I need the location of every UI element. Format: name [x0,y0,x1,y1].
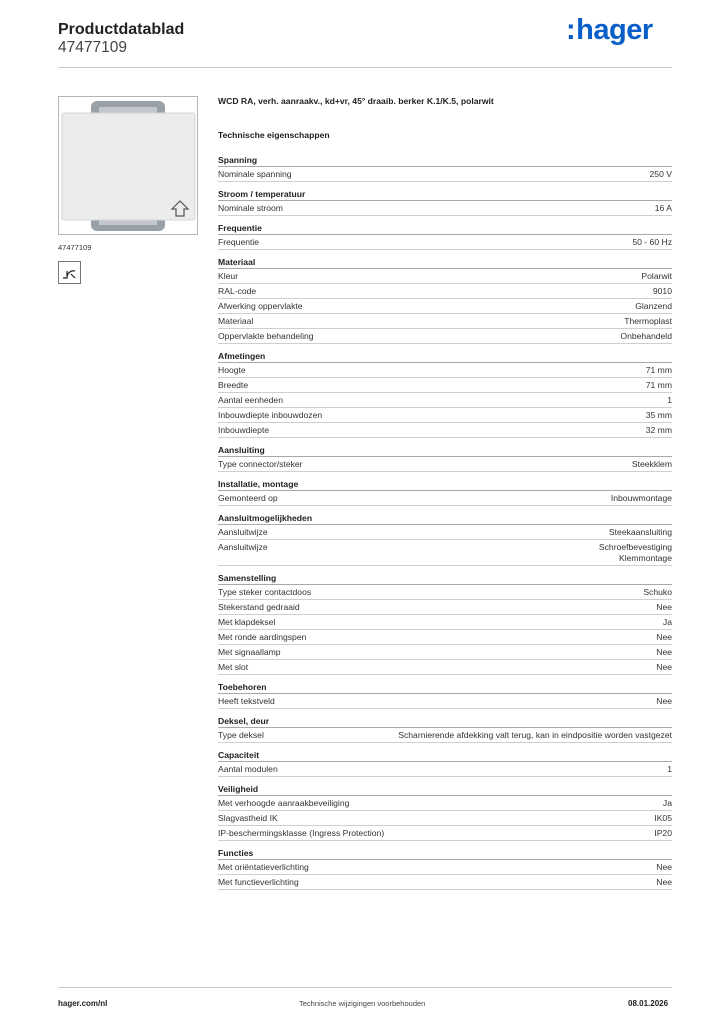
footer-divider [58,987,672,988]
spec-row [218,235,672,250]
spec-row [218,811,672,826]
spec-section [218,188,672,216]
spec-row [218,299,672,314]
spec-value: Onbehandeld [620,331,672,341]
spec-value: 71 mm [645,380,672,390]
spec-label: Kleur [218,271,239,281]
spec-row [218,284,672,299]
spec-label: Met verhoogde aanraakbeveiliging [218,797,350,808]
spec-label: Nominale stroom [218,203,283,213]
spec-row [218,457,672,472]
spec-label: Type deksel [218,729,264,740]
spec-section [218,681,672,709]
spec-value: IK05 [654,812,672,823]
spec-row [218,408,672,423]
spec-value: Nee [656,861,672,872]
spec-row [218,796,672,811]
spec-value: 1 [667,395,672,405]
spec-value: Polarwit [641,271,672,281]
spec-value: Schroefbevestiging Klemmontage [598,542,672,563]
spec-label: Inbouwdiepte [218,425,270,435]
spec-section [218,783,672,841]
spec-label: Aansluitwijze [218,542,268,552]
product-image [58,96,198,235]
spec-section-title: Afmetingen [218,350,672,363]
spec-label: Afwerking oppervlakte [218,301,303,311]
spec-label: Oppervlakte behandeling [218,331,314,341]
spec-label: Gemonteerd op [218,493,278,503]
spec-label: Type steker contactdoos [218,586,312,597]
spec-row [218,826,672,841]
spec-row [218,167,672,182]
spec-section [218,222,672,250]
spec-value: 16 A [654,203,672,213]
spec-row [218,201,672,216]
spec-value: Scharnierende afdekking valt terug, kan in eindpositie worden vastgezet [398,729,672,740]
spec-row [218,860,672,875]
spec-section [218,444,672,472]
spec-value: Nee [656,876,672,887]
spec-value: 50 - 60 Hz [632,237,672,247]
spec-label: Met signaallamp [218,646,281,657]
product-code: 47477109 [58,39,127,56]
spec-row [218,423,672,438]
spec-value: Nee [656,695,672,706]
product-description: WCD RA, verh. aanraakv., kd+vr, 45° draaib. berker K.1/K.5, polarwit [218,96,494,106]
spec-section [218,715,672,743]
spec-section-title: Samenstelling [218,572,672,585]
spec-section [218,154,672,182]
page-title: Productdatablad [58,21,185,38]
spec-label: Aantal modulen [218,763,278,774]
spec-row [218,762,672,777]
footer-notice: Technische wijzigingen voorbehouden [299,999,426,1008]
header-divider [58,67,672,68]
spec-value: Nee [656,661,672,672]
spec-section-title: Capaciteit [218,749,672,762]
spec-section-title: Aansluiting [218,444,672,457]
spec-value: Ja [662,616,672,627]
spec-label: Met oriëntatieverlichting [218,861,309,872]
spec-section [218,478,672,506]
spec-label: Met slot [218,661,249,672]
spec-label: Heeft tekstveld [218,695,275,706]
spec-row [218,491,672,506]
hager-logo: :hager [566,14,653,46]
spec-section-title: Functies [218,847,672,860]
spec-section [218,847,672,890]
spec-value: Steekaansluiting [608,527,672,537]
spec-label: Breedte [218,380,249,390]
spec-label: Aansluitwijze [218,527,268,537]
spec-value: Inbouwmontage [610,493,672,503]
spec-row [218,875,672,890]
spec-label: Inbouwdiepte inbouwdozen [218,410,323,420]
spec-row [218,615,672,630]
spec-label: Hoogte [218,365,246,375]
spec-row [218,314,672,329]
spec-row [218,728,672,743]
spec-section-title: Frequentie [218,222,672,235]
spec-value: Schuko [643,586,672,597]
spec-label: Slagvastheid IK [218,812,278,823]
spec-value: 35 mm [645,410,672,420]
footer-website[interactable]: hager.com/nl [58,999,108,1008]
spec-row [218,600,672,615]
spec-value: Nee [656,631,672,642]
spec-value: Steekklem [631,459,672,469]
spec-value: 32 mm [645,425,672,435]
spec-row [218,393,672,408]
spec-row [218,363,672,378]
spec-value: Nee [656,646,672,657]
image-caption: 47477109 [58,243,92,252]
footer-date: 08.01.2026 [628,999,669,1008]
spec-section [218,572,672,675]
spec-section-title: Toebehoren [218,681,672,694]
spec-label: Frequentie [218,237,260,247]
spec-value: Glanzend [635,301,672,311]
spec-value: Ja [662,797,672,808]
spec-label: Nominale spanning [218,169,292,179]
spec-section [218,512,672,566]
spec-section-title: Installatie, montage [218,478,672,491]
spec-label: Materiaal [218,316,254,326]
spec-value: 71 mm [645,365,672,375]
spec-row [218,269,672,284]
spec-label: IP-beschermingsklasse (Ingress Protection) [218,827,385,838]
spec-table [218,154,672,896]
spec-label: Met functieverlichting [218,876,299,887]
tech-properties-heading: Technische eigenschappen [218,130,330,140]
spec-label: Stekerstand gedraaid [218,601,300,612]
spec-value: 250 V [649,169,672,179]
spec-label: Met ronde aardingspen [218,631,307,642]
socket-symbol-icon [58,261,81,284]
socket-illustration [59,97,197,234]
spec-section-title: Deksel, deur [218,715,672,728]
spec-label: Met klapdeksel [218,616,276,627]
spec-section-title: Spanning [218,154,672,167]
spec-section-title: Aansluitmogelijkheden [218,512,672,525]
spec-value: 1 [667,763,672,774]
spec-value: 9010 [652,286,672,296]
spec-row [218,585,672,600]
spec-value: IP20 [654,827,672,838]
spec-row [218,525,672,540]
spec-row [218,694,672,709]
spec-value: Nee [656,601,672,612]
spec-label: RAL-code [218,286,257,296]
spec-row [218,329,672,344]
spec-row [218,660,672,675]
spec-value: Thermoplast [624,316,672,326]
spec-section-title: Stroom / temperatuur [218,188,672,201]
spec-label: Type connector/steker [218,459,303,469]
spec-row [218,630,672,645]
spec-label: Aantal eenheden [218,395,283,405]
spec-section-title: Veiligheid [218,783,672,796]
spec-section [218,749,672,777]
spec-row [218,645,672,660]
spec-row [218,540,672,566]
spec-row [218,378,672,393]
spec-section-title: Materiaal [218,256,672,269]
spec-section [218,350,672,438]
spec-section [218,256,672,344]
